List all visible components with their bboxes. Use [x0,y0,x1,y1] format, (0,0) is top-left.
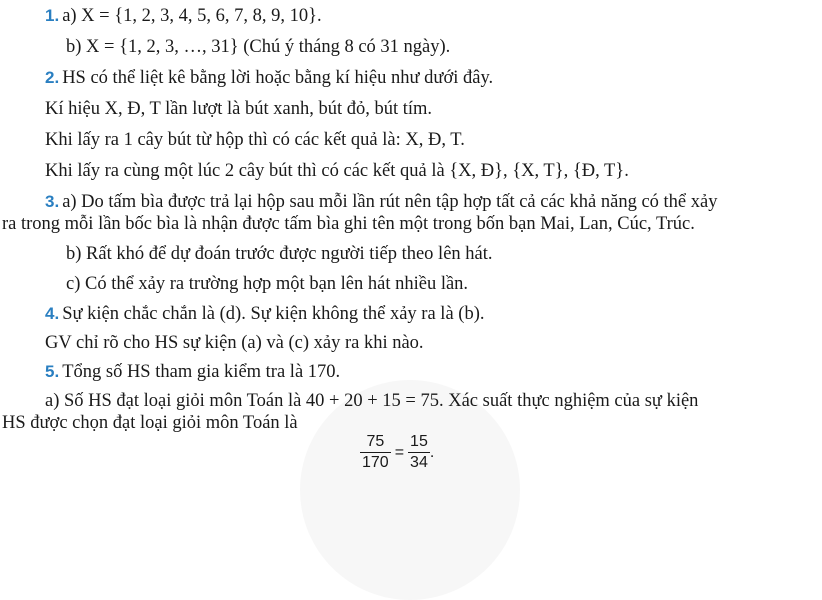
answer-3c: c) Có thể xảy ra trường hợp một bạn lên hát nhiều lần. [66,274,469,294]
answer-3b: b) Rất khó để dự đoán trước được người tiếp theo lên hát. [66,244,493,264]
item-number-3: 3. [45,192,60,211]
fraction-right-denominator: 34 [410,454,428,471]
answer-3a-text: a) Do tấm bìa được trả lại hộp sau mỗi lần rút nên tập hợp tất cả các khả năng có thể xảy [62,192,718,212]
equals-sign: = [394,443,405,461]
fraction-left-numerator: 75 [366,433,385,450]
answer-2-text: HS có thể liệt kê bằng lời hoặc bằng kí hiệu như dưới đây. [62,68,494,88]
fraction-right [408,432,430,473]
item-number-5: 5. [45,362,60,381]
fraction-period: . [429,443,435,461]
answer-1a [45,4,322,28]
answer-2 [45,66,493,90]
answer-5a-continued: HS được chọn đạt loại giỏi môn Toán là [2,413,298,433]
item-number-2: 2. [45,68,60,87]
answer-2-two-pens: Khi lấy ra cùng một lúc 2 cây bút thì có các kết quả là {X, Đ}, {X, T}, {Đ, T}. [45,161,629,181]
item-number-4: 4. [45,304,60,323]
answer-1b: b) X = {1, 2, 3, …, 31} (Chú ý tháng 8 có 31 ngày). [66,37,451,57]
answer-4 [45,302,484,326]
answer-5 [45,360,340,384]
answer-5-text: Tổng số HS tham gia kiểm tra là 170. [62,362,341,382]
fraction-right-numerator: 15 [410,433,428,450]
watermark-logo [300,380,520,600]
answer-5a: a) Số HS đạt loại giỏi môn Toán là 40 + 20 + 15 = 75. Xác suất thực nghiệm của sự kiện [45,391,699,411]
answer-3a [45,190,717,214]
answer-4-note: GV chỉ rõ cho HS sự kiện (a) và (c) xảy ra khi nào. [45,333,424,353]
fraction-left [360,432,391,473]
answer-1a-text: a) X = {1, 2, 3, 4, 5, 6, 7, 8, 9, 10}. [62,6,322,26]
probability-fraction [360,432,434,473]
fraction-left-denominator: 170 [362,454,389,471]
item-number-1: 1. [45,6,60,25]
answer-3a-continued: ra trong mỗi lần bốc bìa là nhận được tấm bìa ghi tên một trong bốn bạn Mai, Lan, Cúc, Trúc. [2,214,695,234]
answer-4-text: Sự kiện chắc chắn là (d). Sự kiện không thể xảy ra là (b). [62,304,485,324]
answer-2-notation: Kí hiệu X, Đ, T lần lượt là bút xanh, bút đỏ, bút tím. [45,99,433,119]
answer-2-one-pen: Khi lấy ra 1 cây bút từ hộp thì có các kết quả là: X, Đ, T. [45,130,465,150]
